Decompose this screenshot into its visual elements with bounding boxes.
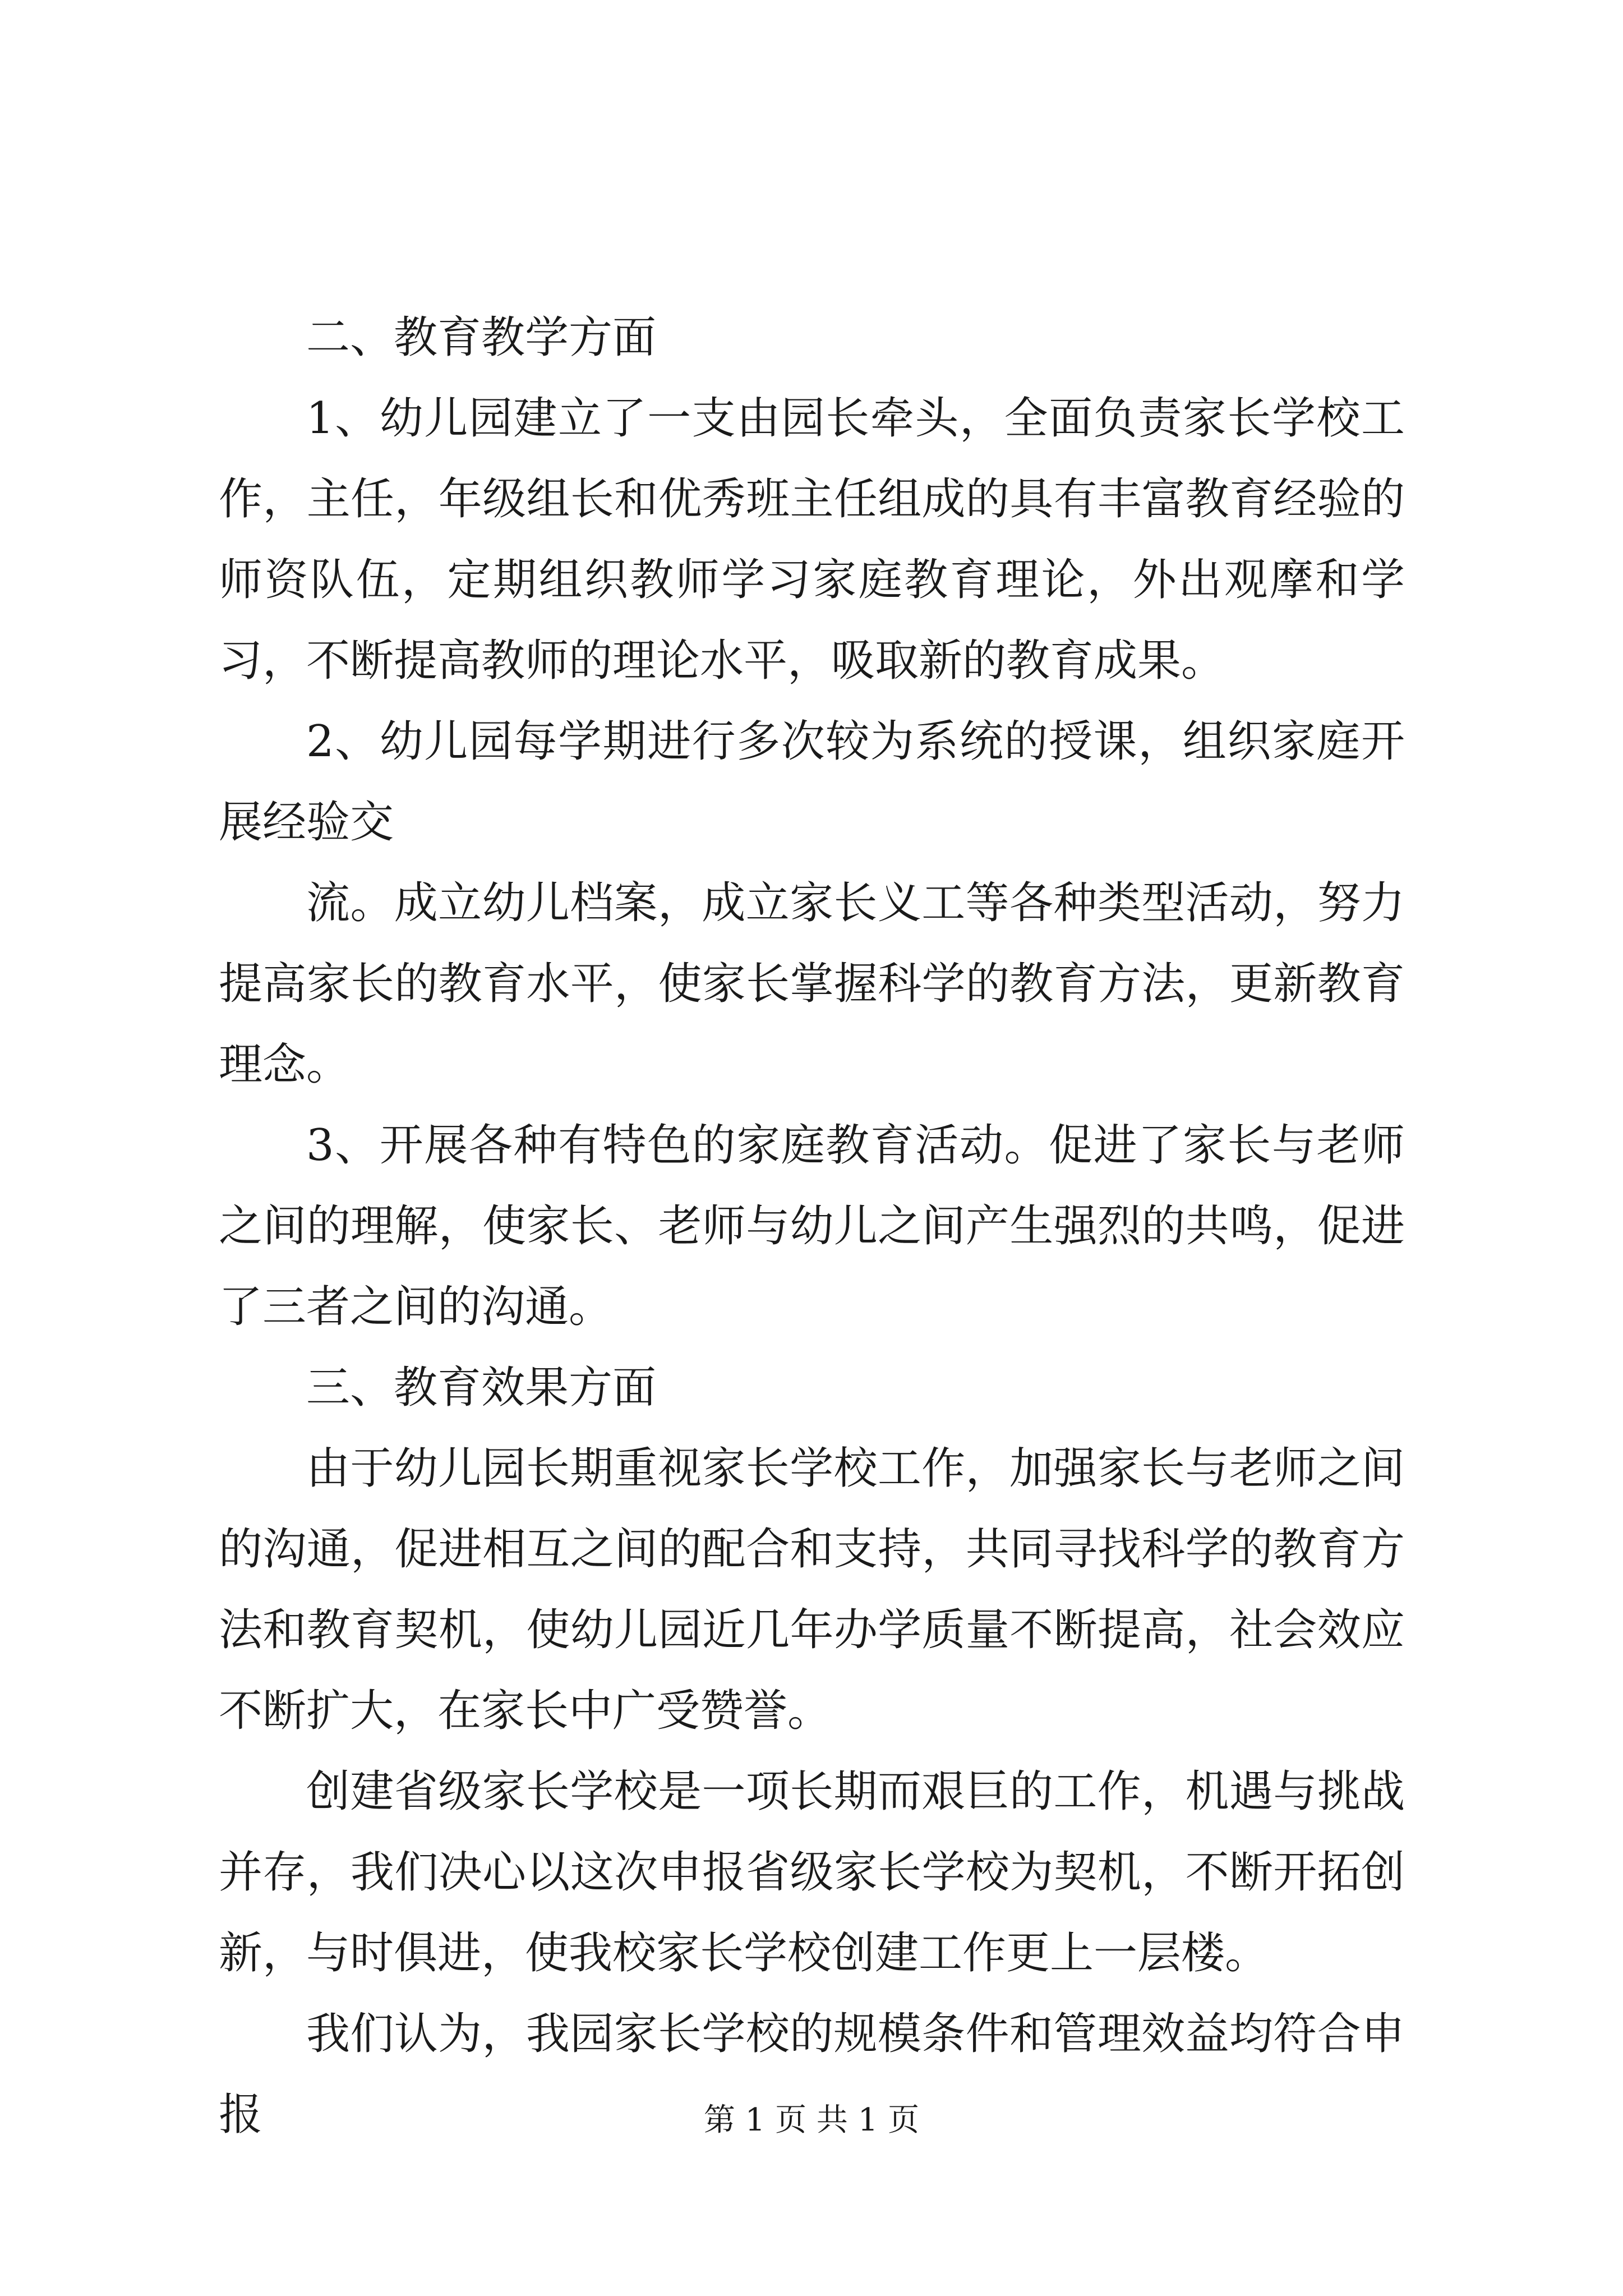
paragraph-item-1: 1、幼儿园建立了一支由园长牵头，全面负责家长学校工作，主任，年级组长和优秀班主任组成的具有丰富教育经验的师资队伍，定期组织教师学习家庭教育理论，外出观摩和学习，不断提高教师的理论水平，吸取新的教育成果。 — [219, 393, 1405, 686]
paragraph-item-2-continued: 流。成立幼儿档案，成立家长义工等各种类型活动，努力提高家长的教育水平，使家长掌握科学的教育方法，更新教育理念。 — [219, 878, 1405, 1090]
section-heading-effect: 三、教育效果方面 — [306, 1363, 657, 1413]
paragraph-conclusion: 我们认为，我园家长学校的规模条件和管理效益均符合申报 — [219, 2009, 1405, 2140]
page-footer: 第 1 页 共 1 页 — [703, 2102, 920, 2138]
paragraph-challenge: 创建省级家长学校是一项长期而艰巨的工作，机遇与挑战并存，我们决心以这次申报省级家长学校为契机，不断开拓创新，与时俱进，使我校家长学校创建工作更上一层楼。 — [219, 1766, 1405, 1978]
paragraph-item-3: 3、开展各种有特色的家庭教育活动。促进了家长与老师之间的理解，使家长、老师与幼儿之间产生强烈的共鸣，促进了三者之间的沟通。 — [219, 1120, 1405, 1332]
paragraph-item-2: 2、幼儿园每学期进行多次较为系统的授课，组织家庭开展经验交 — [219, 716, 1405, 848]
document-body — [219, 297, 1405, 2155]
section-heading-teaching: 二、教育教学方面 — [306, 312, 657, 363]
paragraph-effect: 由于幼儿园长期重视家长学校工作，加强家长与老师之间的沟通，促进相互之间的配合和支持，共同寻找科学的教育方法和教育契机，使幼儿园近几年办学质量不断提高，社会效应不断扩大，在家长中广受赞誉。 — [219, 1443, 1405, 1736]
